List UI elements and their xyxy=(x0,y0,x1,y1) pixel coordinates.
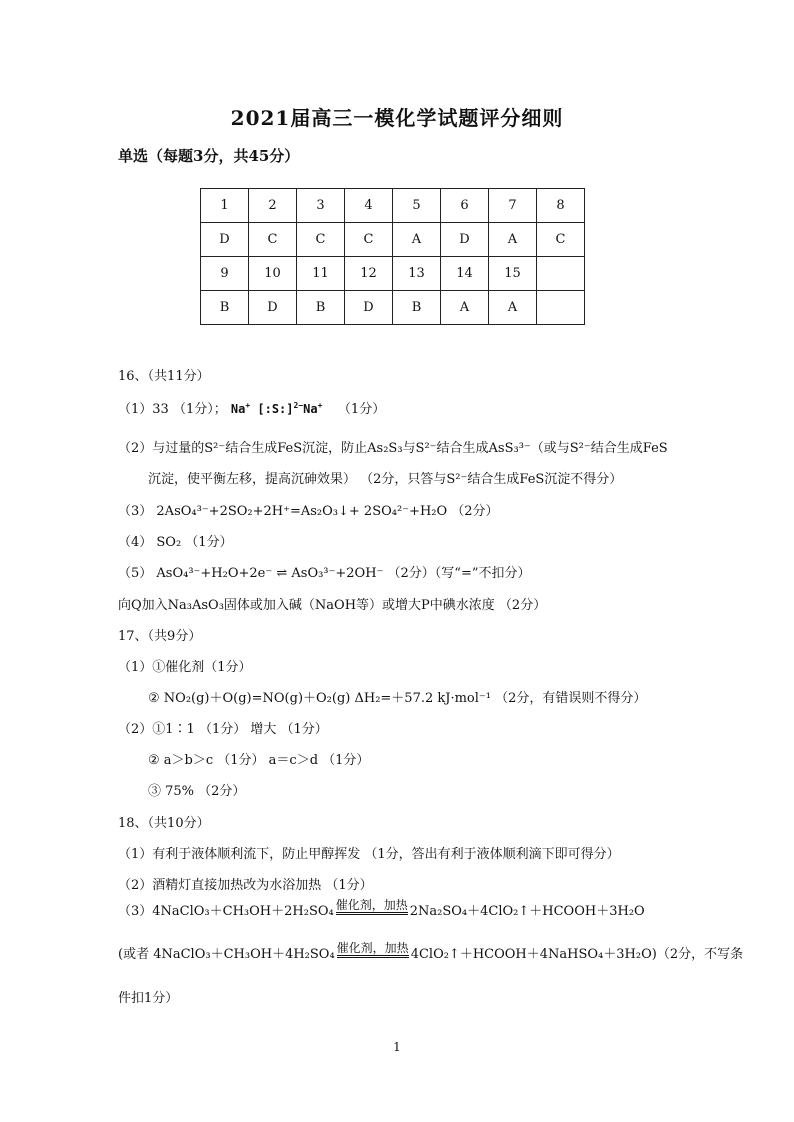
q17-header: 17、（共9分） xyxy=(118,629,202,644)
table-cell: 8 xyxy=(537,189,585,223)
table-cell: 5 xyxy=(393,189,441,223)
table-cell: 11 xyxy=(297,257,345,291)
table-cell: D xyxy=(249,291,297,325)
electron-formula: Na+ [:S:]$^{2-}$Na+ xyxy=(230,401,323,416)
table-cell: 14 xyxy=(441,257,489,291)
q17-part1: （1）①催化剂（1分） xyxy=(118,660,252,675)
q16-part3: （3） 2AsO₄³⁻+2SO₂+2H⁺=As₂O₃↓+ 2SO₄²⁻+H₂O （2分） xyxy=(118,504,499,519)
q18-part3-alt: (或者 4NaClO₃＋CH₃OH＋4H₂SO₄ 催化剂，加热 4ClO₂↑＋HCOOH＋4NaHSO₄＋3H₂O)（2分，不写条 xyxy=(118,941,744,962)
table-cell: B xyxy=(393,291,441,325)
table-cell: 10 xyxy=(249,257,297,291)
q16-header: 16、（共11分） xyxy=(118,369,210,384)
q17-part2-2: ② a＞b＞c （1分） a＝c＞d （1分） xyxy=(148,753,370,768)
table-cell xyxy=(537,291,585,325)
table-cell xyxy=(537,257,585,291)
page-title: 2021届高三一模化学试题评分细则 xyxy=(230,106,564,130)
table-cell: A xyxy=(393,223,441,257)
q17-part2: （2）①1∶1 （1分） 增大 （1分） xyxy=(118,722,328,737)
page-number: 1 xyxy=(393,1040,401,1054)
q16-part1 xyxy=(118,398,385,417)
table-cell: C xyxy=(297,223,345,257)
table-cell: D xyxy=(201,223,249,257)
table-cell: 9 xyxy=(201,257,249,291)
table-cell: 1 xyxy=(201,189,249,223)
table-cell: C xyxy=(345,223,393,257)
q18-part2: （2）酒精灯直接加热改为水浴加热 （1分） xyxy=(118,878,373,893)
table-cell: B xyxy=(201,291,249,325)
reaction-condition: 催化剂，加热 xyxy=(334,898,410,919)
q16-part6: 向Q加入Na₃AsO₃固体或加入碱（NaOH等）或增大P中碘水浓度 （2分） xyxy=(118,598,547,613)
table-cell: D xyxy=(441,223,489,257)
table-cell: 3 xyxy=(297,189,345,223)
q18-part3-note: 件扣1分） xyxy=(118,991,179,1006)
q16-part5: （5） AsO₄³⁻+H₂O+2e⁻ ⇌ AsO₃³⁻+2OH⁻ （2分）（写“=”不扣分） xyxy=(118,566,531,581)
table-cell: A xyxy=(489,291,537,325)
section-heading-multiple-choice: 单选（每题3分，共45分） xyxy=(118,147,300,165)
q16-part1-answer: （1）33 （1分）； xyxy=(118,402,227,417)
q18-header: 18、（共10分） xyxy=(118,816,210,831)
q18-part3: （3）4NaClO₃＋CH₃OH＋2H₂SO₄ 催化剂，加热 2Na₂SO₄＋4ClO₂↑＋HCOOH＋3H₂O xyxy=(118,898,645,919)
table-cell: A xyxy=(489,223,537,257)
q16-part4: （4） SO₂ （1分） xyxy=(118,535,233,550)
answer-table xyxy=(200,188,585,325)
q16-part2-line2: 沉淀，使平衡左移，提高沉砷效果） （2分，只答与S²⁻结合生成FeS沉淀不得分） xyxy=(148,472,623,487)
table-cell: 12 xyxy=(345,257,393,291)
table-cell: A xyxy=(441,291,489,325)
table-cell: 7 xyxy=(489,189,537,223)
table-cell: D xyxy=(345,291,393,325)
table-cell: C xyxy=(249,223,297,257)
table-cell: 2 xyxy=(249,189,297,223)
table-row xyxy=(201,257,585,291)
table-cell: 15 xyxy=(489,257,537,291)
q17-part2-3: ③ 75% （2分） xyxy=(148,784,246,799)
table-cell: 4 xyxy=(345,189,393,223)
q16-part2-line1: （2）与过量的S²⁻结合生成FeS沉淀，防止As₂S₃与S²⁻结合生成AsS₃³⁻（或与S²⁻结合生成FeS xyxy=(118,441,668,456)
table-row xyxy=(201,223,585,257)
table-cell: 6 xyxy=(441,189,489,223)
table-cell: 13 xyxy=(393,257,441,291)
reaction-condition: 催化剂，加热 xyxy=(335,941,411,962)
table-cell: C xyxy=(537,223,585,257)
table-row xyxy=(201,291,585,325)
q18-part1: （1）有利于液体顺利流下，防止甲醇挥发 （1分，答出有利于液体顺利滴下即可得分） xyxy=(118,847,620,862)
q17-part1-2: ② NO₂(g)＋O(g)=NO(g)＋O₂(g) ΔH₂=＋57.2 kJ·mol⁻¹ （2分，有错误则不得分） xyxy=(148,691,647,706)
q16-part1-score: （1分） xyxy=(337,402,386,417)
table-cell: B xyxy=(297,291,345,325)
table-row xyxy=(201,189,585,223)
